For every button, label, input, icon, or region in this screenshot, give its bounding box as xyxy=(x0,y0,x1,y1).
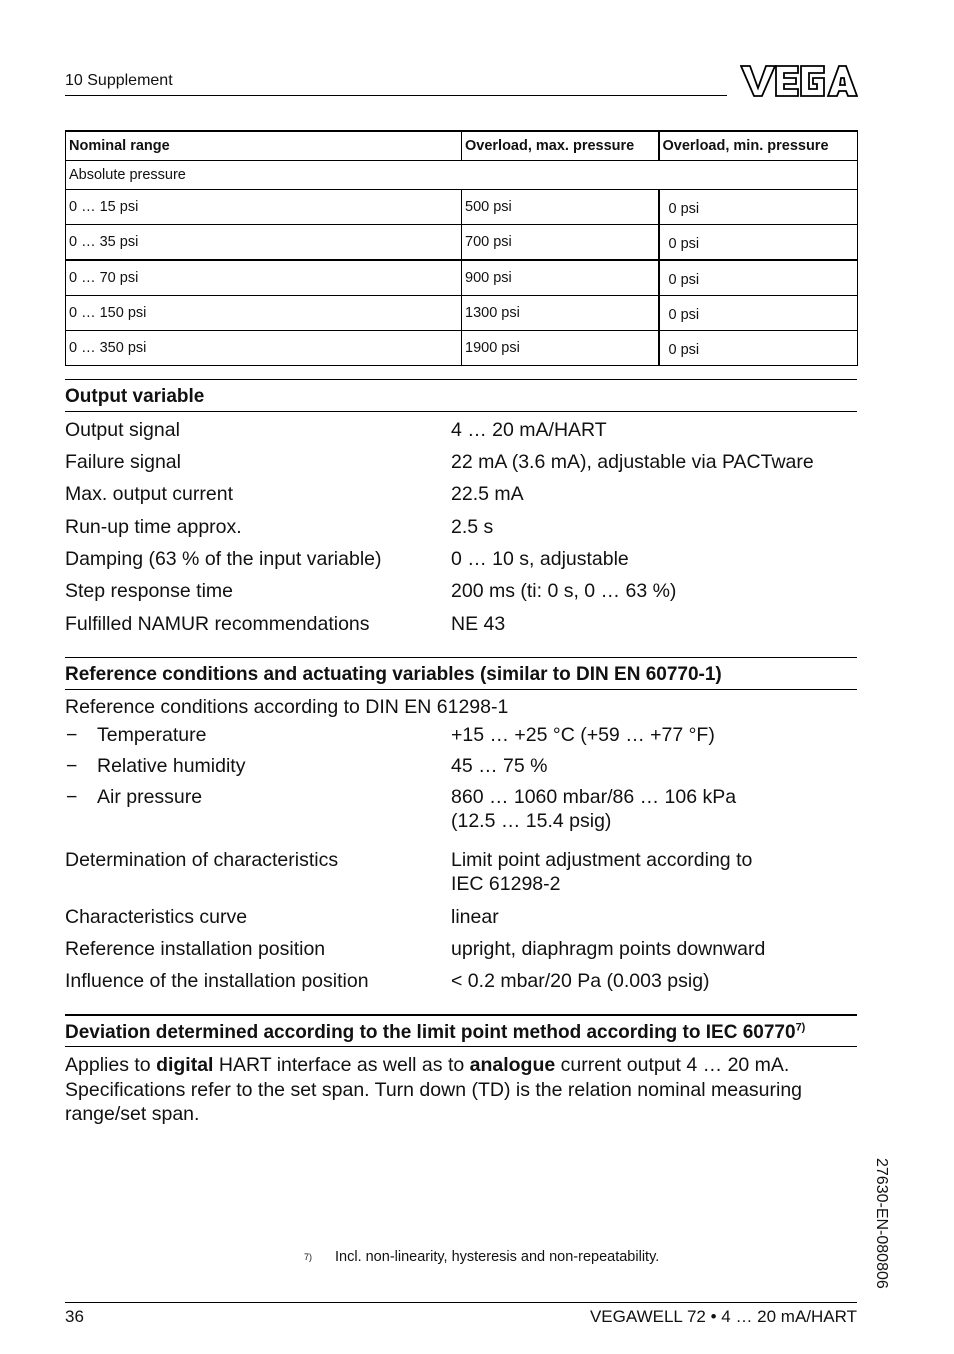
pressure-table xyxy=(65,130,858,366)
spec-value: NE 43 xyxy=(451,613,506,635)
table-row xyxy=(66,331,858,366)
vega-logo xyxy=(740,64,858,98)
spec-label: Characteristics curve xyxy=(65,906,248,928)
table-cell: 0 … 70 psi xyxy=(66,260,462,296)
footnote-text: Incl. non-linearity, hysteresis and non-repeatability. xyxy=(335,1249,660,1265)
spec-label: Step response time xyxy=(65,580,234,602)
table-cell: 900 psi xyxy=(462,260,659,296)
section-heading-deviation xyxy=(65,1022,805,1044)
table-cell: 0 psi xyxy=(659,190,858,225)
spec-value: upright, diaphragm points downward xyxy=(451,938,766,960)
para-text: HART interface as well as to xyxy=(213,1054,470,1076)
spec-label: Influence of the installation position xyxy=(65,970,369,992)
table-header-row xyxy=(66,131,858,161)
table-cell: 1300 psi xyxy=(462,296,659,331)
spec-label: Air pressure xyxy=(97,786,203,808)
spec-label: Max. output current xyxy=(65,483,233,505)
table-header-cell: Overload, max. pressure xyxy=(462,131,659,161)
spec-label: Output signal xyxy=(65,419,180,441)
footnote-ref: 7) xyxy=(795,1021,806,1034)
table-subheading-row xyxy=(66,161,858,190)
reference-intro: Reference conditions according to DIN EN 61298-1 xyxy=(65,696,509,718)
spec-label: Temperature xyxy=(97,724,207,746)
table-row xyxy=(66,260,858,296)
header-section-title: 10 Supplement xyxy=(65,72,173,89)
table-cell: 0 psi xyxy=(659,260,858,296)
table-cell: 700 psi xyxy=(462,225,659,261)
header-rule xyxy=(65,95,727,96)
table-row xyxy=(66,225,858,261)
section-top-rule xyxy=(65,657,857,658)
spec-label: Fulfilled NAMUR recommendations xyxy=(65,613,370,635)
table-cell: 0 … 35 psi xyxy=(66,225,462,261)
spec-value-continued: (12.5 … 15.4 psig) xyxy=(451,810,612,832)
spec-value: 4 … 20 mA/HART xyxy=(451,419,607,441)
spec-label: Failure signal xyxy=(65,451,181,473)
footer-product: VEGAWELL 72 • 4 … 20 mA/HART xyxy=(589,1307,857,1326)
spec-value: 2.5 s xyxy=(451,516,494,538)
spec-value-continued: IEC 61298-2 xyxy=(451,873,561,895)
spec-value: 860 … 1060 mbar/86 … 106 kPa xyxy=(451,786,737,808)
para-text: current output 4 … 20 mA. Specifications refer to the set span. Turn down (TD) is the relation nominal measuring range/set span. xyxy=(65,1054,803,1125)
para-bold-digital: digital xyxy=(156,1054,214,1076)
section-heading-rule xyxy=(65,1046,857,1047)
section-heading-output-variable: Output variable xyxy=(65,386,205,407)
table-header-cell: Nominal range xyxy=(66,131,462,161)
page-number: 36 xyxy=(65,1307,84,1326)
footer-rule xyxy=(65,1302,857,1303)
para-bold-analogue: analogue xyxy=(469,1054,556,1076)
table-row xyxy=(66,190,858,225)
footnote-mark: 7) xyxy=(304,1252,313,1262)
spec-value: 45 … 75 % xyxy=(451,755,548,777)
section-heading-rule xyxy=(65,689,857,690)
list-dash: − xyxy=(66,724,78,746)
table-cell: 0 psi xyxy=(659,296,858,331)
table-header-cell: Overload, min. pressure xyxy=(659,131,858,161)
list-dash: − xyxy=(66,755,78,777)
logo-text: VEGA xyxy=(740,64,743,65)
deviation-heading-text: Deviation determined according to the limit point method according to IEC 60770 xyxy=(65,1022,796,1043)
spec-value: 22 mA (3.6 mA), adjustable via PACTware xyxy=(451,451,814,473)
spec-label: Run-up time approx. xyxy=(65,516,242,538)
spec-label: Damping (63 % of the input variable) xyxy=(65,548,382,570)
table-cell: 500 psi xyxy=(462,190,659,225)
table-cell: 1900 psi xyxy=(462,331,659,366)
section-heading-rule xyxy=(65,411,857,412)
list-dash: − xyxy=(66,786,78,808)
table-cell: 0 … 15 psi xyxy=(66,190,462,225)
section-top-rule xyxy=(65,1014,857,1016)
table-cell: 0 … 150 psi xyxy=(66,296,462,331)
spec-value: 0 … 10 s, adjustable xyxy=(451,548,629,570)
spec-value: 200 ms (ti: 0 s, 0 … 63 %) xyxy=(451,580,677,602)
section-top-rule xyxy=(65,379,857,380)
spec-value: Limit point adjustment according to xyxy=(451,849,753,871)
spec-value: +15 … +25 °C (+59 … +77 °F) xyxy=(451,724,715,746)
table-cell: 0 … 350 psi xyxy=(66,331,462,366)
spec-label: Reference installation position xyxy=(65,938,326,960)
spec-value: linear xyxy=(451,906,499,928)
spec-value: 22.5 mA xyxy=(451,483,524,505)
para-text: Applies to xyxy=(65,1054,157,1076)
section-heading-reference-conditions: Reference conditions and actuating variables (similar to DIN EN 60770-1) xyxy=(65,664,722,685)
table-cell: 0 psi xyxy=(659,331,858,366)
document-number: 27630-EN-080806 xyxy=(873,1158,890,1289)
spec-label: Determination of characteristics xyxy=(65,849,339,871)
deviation-paragraph xyxy=(65,1053,857,1127)
spec-value: < 0.2 mbar/20 Pa (0.003 psig) xyxy=(451,970,710,992)
table-subheading: Absolute pressure xyxy=(66,161,858,190)
spec-label: Relative humidity xyxy=(97,755,246,777)
table-row xyxy=(66,296,858,331)
table-cell: 0 psi xyxy=(659,225,858,261)
